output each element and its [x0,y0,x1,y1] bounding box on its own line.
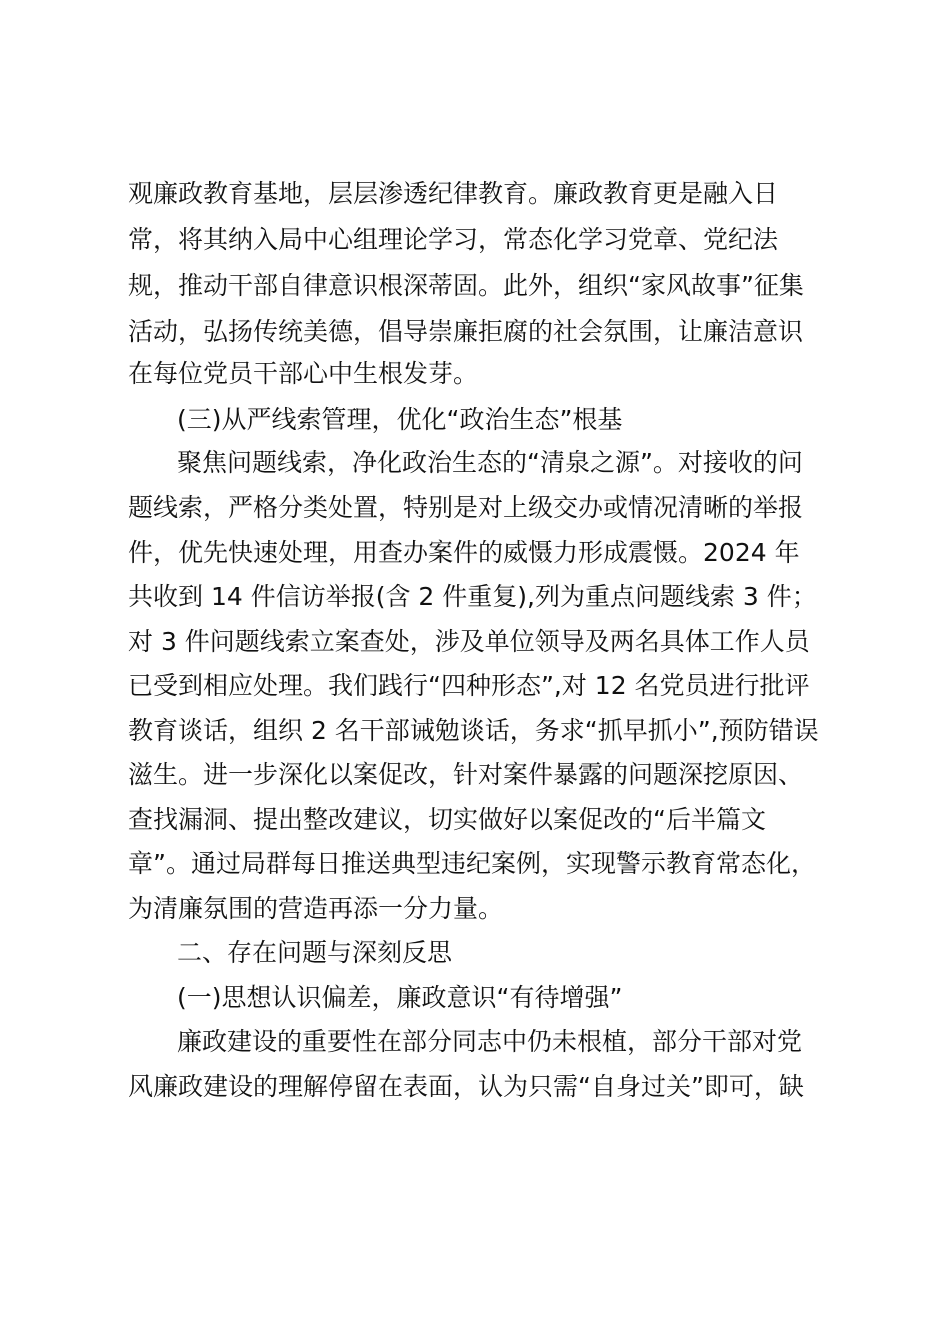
text-line: 已受到相应处理。我们践行“四种形态”,对 12 名党员进行批评 [128,671,810,700]
text-line: 共收到 14 件信访举报(含 2 件重复),列为重点问题线索 3 件； [128,582,817,611]
text-line: 风廉政建设的理解停留在表面，认为只需“自身过关”即可，缺 [128,1072,804,1101]
text-line: 聚焦问题线索，净化政治生态的“清泉之源”。对接收的问 [177,448,803,477]
text-line: 活动，弘扬传统美德，倡导崇廉拒腐的社会氛围，让廉洁意识 [128,317,804,346]
text-line: 廉政建设的重要性在部分同志中仍未根植，部分干部对党 [177,1027,803,1056]
text-line: 滋生。进一步深化以案促改，针对案件暴露的问题深挖原因、 [128,760,804,789]
section-heading: (三)从严线索管理，优化“政治生态”根基 [177,405,623,434]
text-line: 为清廉氛围的营造再添一分力量。 [128,894,504,923]
subsection-heading: (一)思想认识偏差，廉政意识“有待增强” [177,983,623,1012]
text-line: 常，将其纳入局中心组理论学习，常态化学习党章、党纪法 [128,225,779,254]
text-line: 章”。通过局群每日推送典型违纪案例，实现警示教育常态化， [128,849,816,878]
text-line: 题线索，严格分类处置，特别是对上级交办或情况清晰的举报 [128,493,804,522]
text-line: 在每位党员干部心中生根发芽。 [128,359,479,388]
text-line: 件，优先快速处理，用查办案件的威慑力形成震慑。2024 年 [128,538,800,567]
text-line: 规，推动干部自律意识根深蒂固。此外，组织“家风故事”征集 [128,271,804,300]
text-line: 观廉政教育基地，层层渗透纪律教育。廉政教育更是融入日 [128,179,779,208]
text-line: 对 3 件问题线索立案查处，涉及单位领导及两名具体工作人员 [128,627,810,656]
text-line: 教育谈话，组织 2 名干部诫勉谈话，务求“抓早抓小”,预防错误 [128,716,819,745]
section-heading: 二、存在问题与深刻反思 [177,938,453,967]
text-line: 查找漏洞、提出整改建议，切实做好以案促改的“后半篇文 [128,805,766,834]
